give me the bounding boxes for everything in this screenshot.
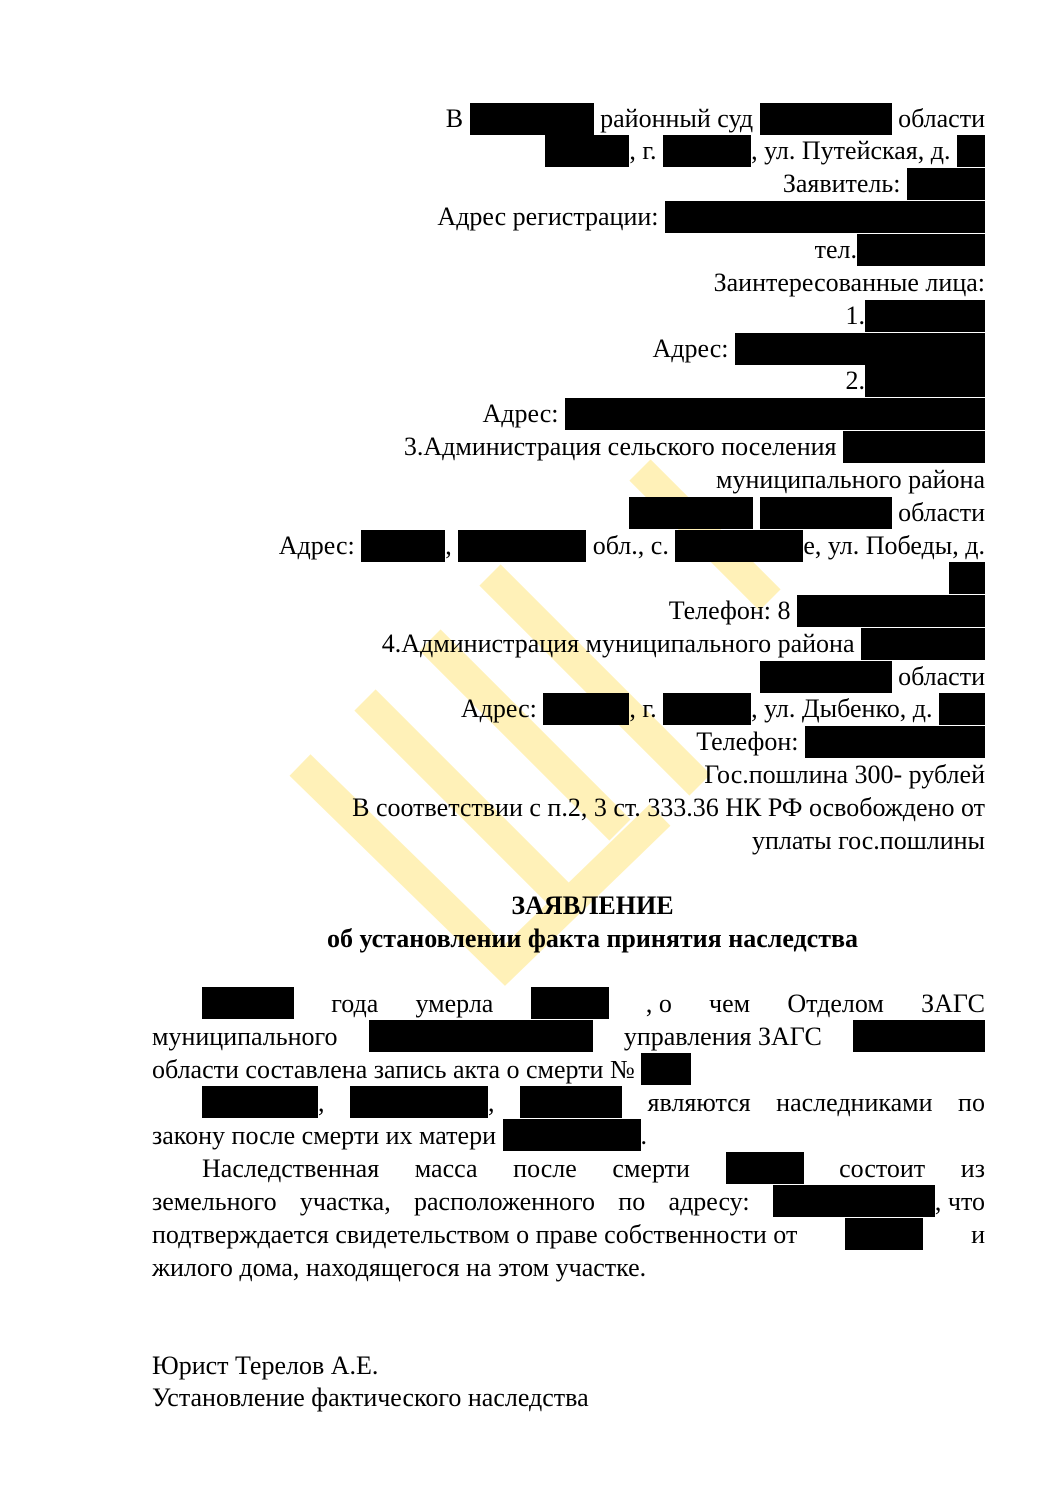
redaction: [843, 431, 985, 463]
party-4-address: Адрес: , г. , ул. Дыбенко, д.: [461, 693, 985, 725]
court-line-1: В районный суд области: [445, 104, 985, 133]
party-1: 1.: [846, 300, 986, 332]
body-line: подтверждается свидетельством о праве собственности от и: [152, 1220, 985, 1249]
party-3: 3.Администрация сельского поселения: [404, 431, 985, 463]
redaction: [845, 1218, 923, 1250]
body-line: земельного участка, расположенного по адресу: , что: [152, 1187, 985, 1216]
redaction: [853, 1020, 985, 1052]
redaction: [857, 234, 985, 266]
phone-line: тел.: [815, 234, 985, 266]
redaction: [760, 497, 892, 529]
redaction: [957, 135, 985, 167]
signature-author: Юрист Терелов А.Е.: [152, 1351, 379, 1380]
redaction: [726, 1152, 804, 1184]
party-4-line2: области: [760, 661, 985, 693]
redaction: [503, 1119, 641, 1151]
body-line: муниципального управления ЗАГС: [152, 1020, 985, 1053]
party-4-phone: Телефон:: [696, 726, 985, 758]
redaction: [629, 497, 753, 529]
court-line-2: , г. , ул. Путейская, д.: [545, 135, 985, 167]
fee-line: Гос.пошлина 300- рублей: [704, 760, 985, 789]
reg-address-line: Адрес регистрации:: [437, 201, 985, 233]
redaction: [641, 1053, 691, 1085]
redaction: [543, 693, 629, 725]
fee-exempt-line-2: уплаты гос.пошлины: [752, 826, 985, 855]
body-line: Наследственная масса после смерти состоит из: [202, 1154, 985, 1183]
redaction: [545, 135, 629, 167]
redaction: [565, 398, 985, 430]
document-title: ЗАЯВЛЕНИЕ: [511, 891, 674, 920]
body-line: , , являются наследниками по: [152, 1086, 985, 1119]
party-3-phone: Телефон: 8: [669, 595, 985, 627]
redaction: [907, 168, 985, 200]
redaction: [202, 1086, 318, 1118]
body-text: [152, 987, 985, 1284]
redaction: [665, 201, 985, 233]
body-line: года умерла , о чем Отделом ЗАГС: [152, 987, 985, 1020]
party-3-house: [949, 562, 985, 594]
redaction: [760, 661, 892, 693]
redaction: [458, 530, 586, 562]
redaction: [202, 987, 294, 1019]
redaction: [805, 726, 985, 758]
fee-exempt-line-1: В соответствии с п.2, 3 ст. 333.36 НК РФ освобождено от: [352, 793, 985, 822]
redaction: [675, 530, 803, 562]
redaction: [361, 530, 445, 562]
redaction: [865, 365, 985, 397]
redaction: [865, 300, 985, 332]
body-line: области составлена запись акта о смерти №: [152, 1053, 985, 1086]
applicant-line: Заявитель:: [783, 168, 985, 200]
redaction: [520, 1086, 622, 1118]
redaction: [861, 628, 985, 660]
party-3-address: Адрес: , обл., с. е, ул. Победы, д.: [278, 531, 985, 560]
redaction: [350, 1086, 488, 1118]
interested-label: Заинтересованные лица:: [713, 268, 985, 297]
redaction: [760, 103, 892, 135]
redaction: [773, 1185, 935, 1217]
party-4: 4.Администрация муниципального района: [382, 628, 985, 660]
redaction: [939, 693, 985, 725]
redaction: [797, 595, 985, 627]
redaction: [663, 693, 751, 725]
party-2: 2.: [846, 365, 986, 397]
redaction: [949, 562, 985, 594]
redaction: [369, 1020, 593, 1052]
redaction: [735, 333, 985, 365]
redaction: [531, 987, 609, 1019]
document-subtitle: об установлении факта принятия наследства: [326, 924, 859, 953]
redaction: [663, 135, 751, 167]
party-3-line2: муниципального района: [716, 465, 985, 494]
body-line: жилого дома, находящегося на этом участке.: [152, 1253, 647, 1282]
body-line: закону после смерти их матери .: [152, 1121, 647, 1150]
party-2-address: Адрес:: [483, 398, 985, 430]
party-1-address: Адрес:: [653, 333, 985, 365]
party-3-line3: области: [629, 497, 985, 529]
redaction: [470, 103, 594, 135]
signature-caption: Установление фактического наследства: [152, 1383, 589, 1412]
